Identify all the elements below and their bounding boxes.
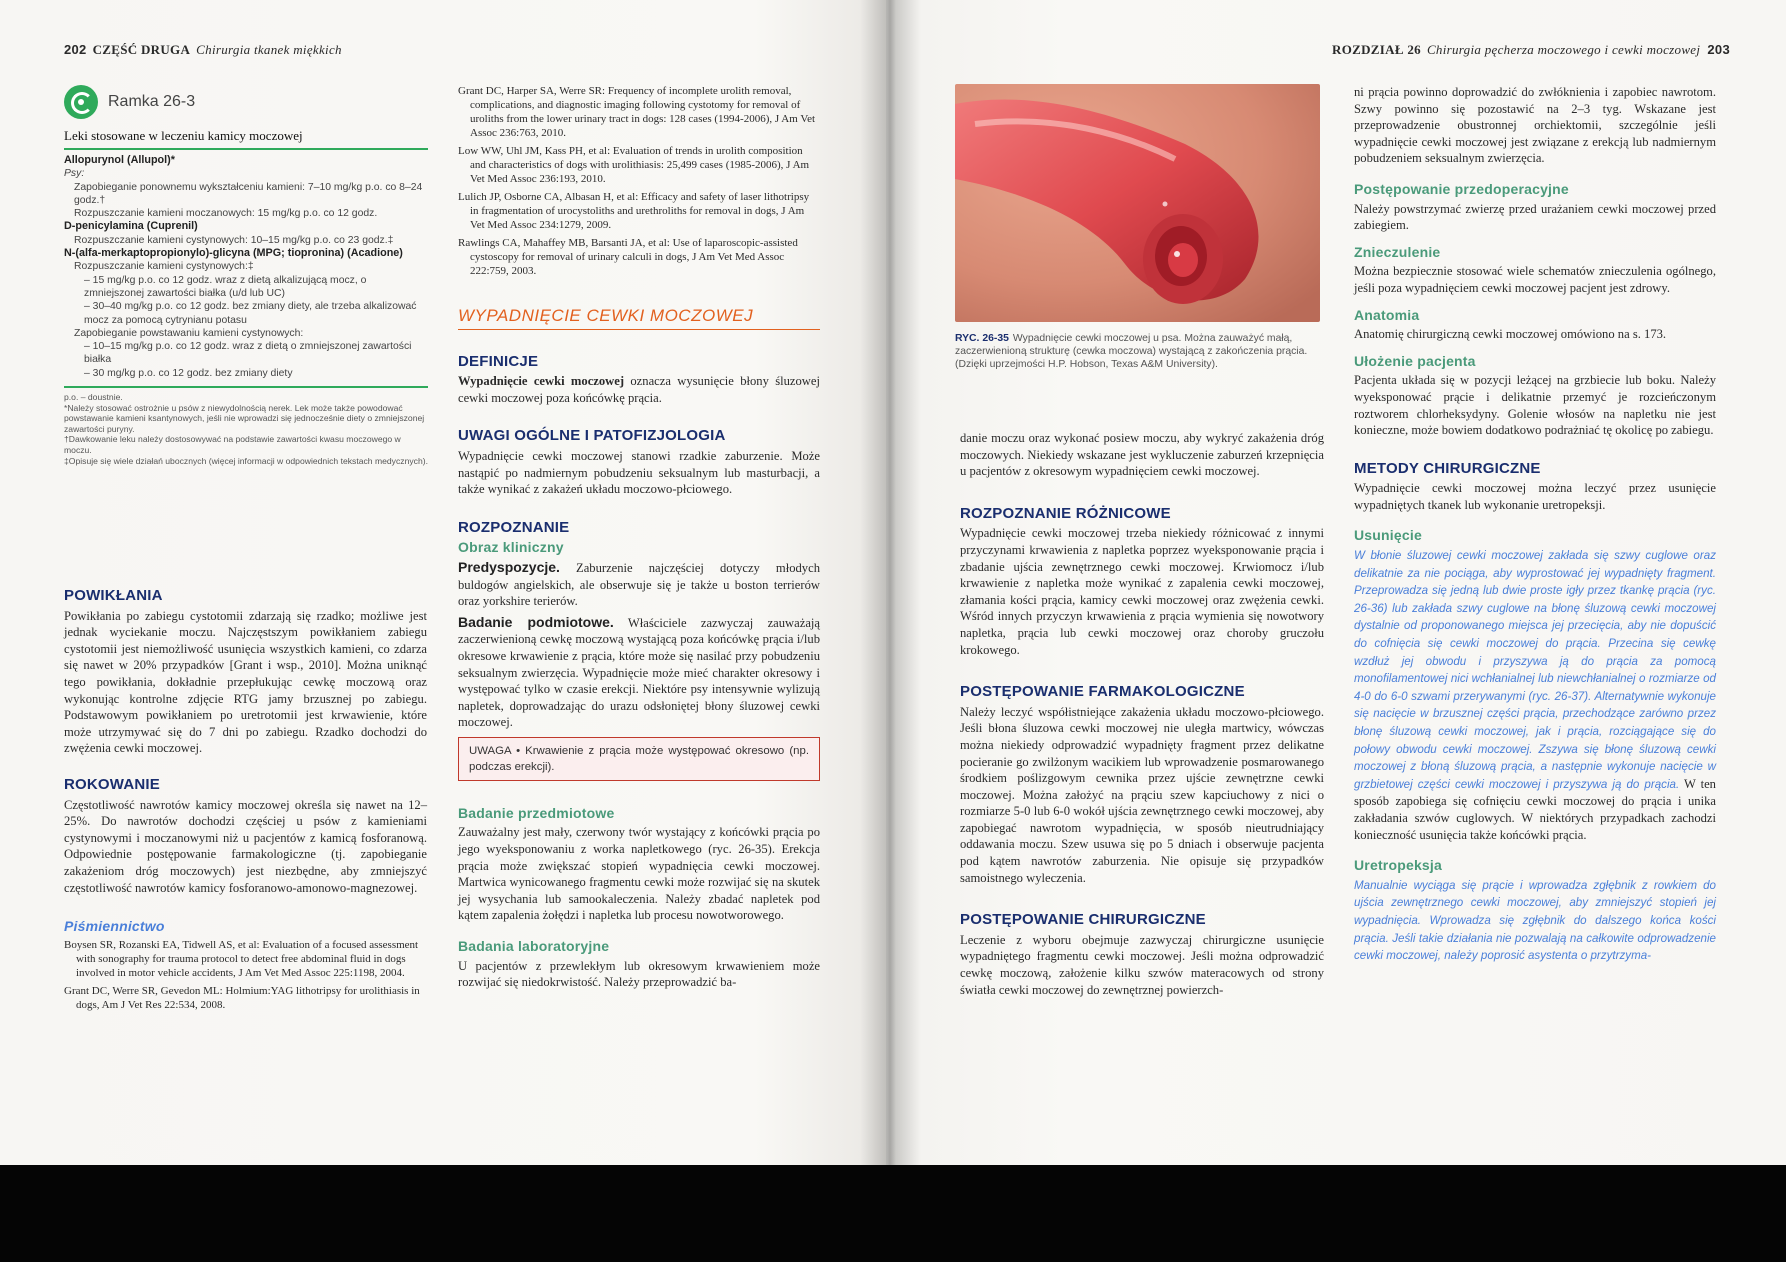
badanie-przedmiotowe-heading: Badanie przedmiotowe — [458, 804, 615, 821]
usuniecie-heading: Usunięcie — [1354, 527, 1422, 544]
usuniecie-paragraph — [1354, 547, 1716, 843]
box-line: – 10–15 mg/kg p.o. co 12 godz. wraz z dietą o zmniejszonej zawartości białka — [84, 341, 412, 366]
usuniecie-text: W ten sposób zapobiega się cofnięciu cewki moczowej do prącia i unika zakładania szwów cuglowych. W niektórych przypadkach zachodzi konieczność usunięcia także końcówki prącia. — [1354, 776, 1716, 842]
figure-caption — [955, 332, 1325, 371]
part-label: CZĘŚĆ DRUGA — [92, 42, 191, 57]
right-col1-intro: danie moczu oraz wykonać posiew moczu, aby wykryć zakażenia dróg moczowych. Niekiedy wskazane jest wykluczenie zaburzeń krzepnięcia u pacjentów z okresowym wypadnięciem cewki moczowej. — [960, 431, 1324, 479]
box-line: Rozpuszczanie kamieni cystynowych:‡ — [74, 261, 254, 273]
right-page-number: 203 — [1707, 42, 1730, 57]
left-page — [0, 0, 888, 1165]
box-line: Allopurynol (Allupol)* — [64, 154, 175, 166]
box-line: – 30–40 mg/kg p.o. co 12 godz. bez zmiany diety, ale trzeba alkalizować mocz za pomocą cytrynianu potasu — [84, 301, 417, 326]
definicje-paragraph — [458, 373, 820, 406]
box-note: p.o. – doustnie. — [64, 392, 123, 403]
pismiennictwo-heading: Piśmiennictwo — [64, 918, 165, 935]
badania-laboratoryjne-heading: Badania laboratoryjne — [458, 938, 610, 955]
left-page-number: 202 — [64, 42, 87, 57]
box-note: †Dawkowanie leku należy dostosowywać na podstawie zawartości kwasu moczowego w moczu. — [64, 434, 401, 456]
box-header — [64, 80, 428, 124]
chirurgiczne-heading: POSTĘPOWANIE CHIRURGICZNE — [960, 911, 1206, 929]
box-title: Leki stosowane w leczeniu kamicy moczowej — [64, 128, 428, 150]
box-line: – 30 mg/kg p.o. co 12 godz. bez zmiany diety — [84, 367, 293, 379]
usuniecie-italic: W błonie śluzowej cewki moczowej zakłada się szwy cuglowe oraz delikatnie za nie pociąga, aby wyprostować jej wypadnięty fragment. Przeprowadza się jedną lub dwie proste igły przez tkankę prącia (ryc. 26-36) lub zakłada szwy cuglowe na błonę śluzową cewki moczowej dystalnie od proponowanego miejsca jej przecięcia, aby nie dopuścić do cofnięcia się cewki moczowej do prącia. Przecina się cewkę wzdłuż jej obwodu i przyszywa ją do prącia za pomocą monofilamentowej nici wchłanialnej lub niewchłanialnej o rozmiarze od 4-0 do 6-0 szwami przerywanymi (ryc. 26-37). Alternatywnie wykonuje się nacięcie w brzusznej części prącia, przechodzące zarówno przez błonę śluzową cewki moczowej, jak i prącia, rozciągające się do połowy obwodu cewki moczowej. Zszywa się błonę śluzową cewki moczowej z błoną śluzową prącia, a następnie wykonuje nacięcie w grzbietowej części cewki moczowej i przyszywa ją do prącia. — [1354, 549, 1716, 791]
przedoperacyjne-text: Należy powstrzymać zwierzę przed urażaniem cewki moczowej przed zabiegiem. — [1354, 201, 1716, 233]
figure-caption-text: Wypadnięcie cewki moczowej u psa. Można zauważyć małą, zaczerwienioną strukturę (cewka moczowa) wystającą z zakończenia prącia. (Dzięki uprzejmości H.P. Hobson, Texas A&M University). — [955, 333, 1308, 370]
uwagi-text: Wypadnięcie cewki moczowej stanowi rzadkie zaburzenie. Może nastąpić po nadmiernym pobudzeniu seksualnym lub masturbacji, a także wynikać z zakażeń układu moczowo-płciowego. — [458, 448, 820, 497]
references-col1 — [64, 938, 427, 1012]
box-line: N-(alfa-merkaptopropionylo)-glicyna (MPG; tiopronina) (Acadione) — [64, 247, 403, 260]
badania-laboratoryjne-text: U pacjentów z przewlekłym lub okresowym krwawieniem może rozwijać się niedokrwistość. Należy przeprowadzić ba- — [458, 958, 820, 990]
box-line: Psy: — [64, 168, 85, 180]
box-line: Zapobieganie powstawaniu kamieni cystynowych: — [74, 327, 304, 339]
rokowanie-heading: ROKOWANIE — [64, 775, 160, 793]
powiklania-text: Powikłania po zabiegu cystotomii zdarzają się rzadko; możliwe jest jednak wyciekanie moczu. Najczęstszym powikłaniem zabiegu cystotomii jest niemożliwość usunięcia wszystkich kamieni, co zdarza się nawet w 20% przypadków [Grant i wsp., 2010]. Można uniknąć tego powikłania, dokładnie przepłukując cewkę moczową oraz wykonując kontrolne zdjęcie RTG jamy brzusznej po zabiegu. Podstawowym powikłaniem po uretrotomii jest krwawienie, które może utrzymywać się do 7 dni po zabiegu. Rzadko dochodzi do zwężenia cewki moczowej. — [64, 608, 427, 756]
metody-text: Wypadnięcie cewki moczowej można leczyć przez usunięcie wypadniętych tkanek lub wykonanie uretropeksji. — [1354, 481, 1716, 512]
uretropeksja-italic: Manualnie wyciąga się prącie i wprowadza zgłębnik z rowkiem do ujścia zewnętrznego cewki moczowej, aby zmniejszyć stopień jej wypadnięcia. Wprowadza się zgłębnik do dalszego końca kości prącia. Jeśli takie działania nie pozwalają na całkowite odprowadzenie cewki moczowej, należy poprosić asystenta o przytrzyma- — [1354, 878, 1716, 963]
right-section-title: Chirurgia pęcherza moczowego i cewki moczowej — [1426, 42, 1701, 57]
definicje-term: Wypadnięcie cewki moczowej — [458, 374, 625, 389]
metody-heading: METODY CHIRURGICZNE — [1354, 459, 1541, 477]
right-running-head — [1326, 42, 1730, 58]
rozpoznanie-heading: ROZPOZNANIE — [458, 518, 570, 536]
references-col2 — [458, 84, 820, 278]
left-running-head — [64, 42, 342, 58]
anatomia-text: Anatomię chirurgiczną cewki moczowej omówiono na s. 173. — [1354, 327, 1667, 342]
roznicowe-heading: ROZPOZNANIE RÓŻNICOWE — [960, 504, 1171, 522]
box-body — [64, 150, 428, 380]
definicje-text: oznacza wysunięcie błony śluzowej cewki moczowej poza końcówkę prącia. — [458, 374, 820, 405]
badanie-podmiotowe-paragraph — [458, 614, 820, 731]
box-26-3 — [64, 80, 428, 466]
book-spine-shadow — [860, 0, 920, 1165]
box-line: Zapobieganie ponownemu wykształceniu kamieni: 7–10 mg/kg p.o. co 8–24 godz.† — [74, 181, 423, 206]
predyspozycje-label: Predyspozycje. — [458, 558, 560, 575]
box-line: – 15 mg/kg p.o. co 12 godz. wraz z dietą alkalizującą mocz, o zmniejszonej zawartości białka (u/d lub UC) — [84, 274, 367, 299]
roznicowe-text: Wypadnięcie cewki moczowej trzeba niekiedy różnicować z innymi przyczynami krwawienia z napletka poprzez wyeksponowanie prącia i zbadanie ujścia zewnętrznego cewki moczowej. Krwiomocz i/lub krwawienie z napletka może wynikać z zapalenia cewki moczowej, złamania kości prącia, kamicy cewki moczowej oraz zwężenia cewki. Wśród innych przyczyn krwawienia z prącia wymienia się nowotwory napletka, prącia lub cewki moczowej oraz choroby gruczołu krokowego. — [960, 526, 1324, 657]
reference-item: Rawlings CA, Mahaffey MB, Barsanti JA, et al: Use of laparoscopic-assisted cystoscopy for removal of urinary calculi in dogs, J Am Vet Med Assoc 222:759, 2003. — [458, 237, 798, 277]
anatomia-heading: Anatomia — [1354, 306, 1420, 323]
uretropeksja-paragraph — [1354, 877, 1716, 965]
left-col-2 — [458, 84, 820, 995]
box-line: Rozpuszczanie kamieni moczanowych: 15 mg/kg p.o. co 12 godz. — [74, 208, 378, 220]
badanie-podmiotowe-text: Właściciele zazwyczaj zauważają zaczerwienioną cewkę moczową wystającą poza końcówkę prącia i/lub okresowe krwawienie z prącia, które może się nasilać przy pobudzeniu seksualnym zwierzęcia. Wypadnięcie może mieć charakter okresowy i występować tylko w czasie erekcji. Niektóre psy intensywnie wylizują napletek, doprowadzając do urazu odsłoniętej błony śluzowej cewki moczowej. — [458, 615, 820, 730]
reference-item: Lulich JP, Osborne CA, Albasan H, et al: Efficacy and safety of laser lithotripsy in fragmentation of urocystoliths and urethroliths for removal in dogs, J Am Vet Med Assoc 234:1279, 2009. — [458, 191, 810, 231]
chapter-label: ROZDZIAŁ 26 — [1332, 42, 1421, 57]
right-col-1 — [960, 430, 1324, 1002]
reference-item: Low WW, Uhl JM, Kass PH, et al: Evaluation of trends in urolith composition and characteristics of dogs with urolithiasis: 25,499 cases (1985-2006), J Am Vet Med Assoc 236:193, 2010. — [458, 145, 810, 185]
znieczulenie-heading: Znieczulenie — [1354, 243, 1441, 260]
predyspozycje-paragraph — [458, 559, 820, 610]
obraz-kliniczny-heading: Obraz kliniczny — [458, 539, 564, 556]
scanner-bottom-bar — [0, 1165, 1786, 1262]
figure-26-35-photo — [955, 84, 1320, 322]
definicje-heading: DEFINICJE — [458, 352, 539, 370]
uwagi-heading: UWAGI OGÓLNE I PATOFIZJOLOGIA — [458, 427, 726, 445]
box-notes — [64, 386, 428, 466]
figure-image — [955, 84, 1320, 322]
predyspozycje-text: Zaburzenie najczęściej dotyczy młodych buldogów angielskich, ale obserwuje się je także u boston terrierów oraz yorkshire terierów. — [458, 560, 820, 609]
przedoperacyjne-heading: Postępowanie przedoperacyjne — [1354, 180, 1569, 197]
warning-box: UWAGA • Krwawienie z prącia może występować okresowo (np. podczas erekcji). — [458, 737, 820, 781]
powiklania-heading: POWIKŁANIA — [64, 587, 163, 604]
main-title: WYPADNIĘCIE CEWKI MOCZOWEJ — [458, 308, 820, 330]
uretropeksja-heading: Uretropeksja — [1354, 857, 1442, 874]
reference-item: Grant DC, Werre SR, Gevedon ML: Holmium:YAG lithotripsy for urolithiasis in dogs, Am J Vet Res 22:534, 2008. — [64, 984, 420, 1011]
chirurgiczne-text: Leczenie z wyboru obejmuje zazwyczaj chirurgiczne usunięcie wypadniętego fragmentu cewki moczowej. Jeśli można odprowadzić cewkę moczową, założenie kilku szwów materacowych od strony światła cewki moczowej do zewnętrznej powierzch- — [960, 932, 1324, 997]
box-label: Ramka 26-3 — [108, 93, 196, 110]
rokowanie-text: Częstotliwość nawrotów kamicy moczowej określa się nawet na 12–25%. Do nawrotów dochodzi częściej u psów z kamieniami cystynowymi i moczanowymi niż u pacjentów z kamicą fosforanową. Odpowiednie postępowanie farmakologiczne (tj. zapobieganie zakażeniom dróg moczowych) jest niezbędne, aby zmniejszyć częstotliwość nawrotów kamicy fosforanowo-amonowo-magnezowej. — [64, 797, 427, 895]
box-note: *Należy stosować ostrożnie u psów z niewydolnością nerek. Lek może także powodować powstawanie kamieni ksantynowych, jeśli nie wprowadzi się jednocześnie diety o zmniejszonej zawartości puryny. — [64, 402, 425, 434]
ulozenie-text: Pacjenta układa się w pozycji leżącej na grzbiecie lub boku. Należy wyeksponować prącie i delikatnie przemyć je rozcieńczonym roztworem chlorheksydyny. Golenie włosów na napletku nie jest konieczne, może bowiem dodatkowo podrażniać tę okolicę po zabiegu. — [1354, 373, 1716, 438]
box-line: Rozpuszczanie kamieni cystynowych: 10–15 mg/kg p.o. co 23 godz.‡ — [74, 234, 394, 246]
reference-item: Grant DC, Harper SA, Werre SR: Frequency of incomplete urolith removal, complications, and diagnostic imaging following cystotomy for removal of uroliths from the lower urinary tract in dogs: 128 cases (1994-2006), J Am Vet Assoc 236:763, 2010. — [458, 85, 816, 139]
right-col-2 — [1354, 84, 1716, 969]
farmakologiczne-text: Należy leczyć współistniejące zakażenia układu moczowo-płciowego. Jeśli błona śluzowa cewki moczowej nie uległa martwicy, wówczas można niekiedy odprowadzić wypadnięty fragment przez delikatne pocieranie go zwilżonym wacikiem lub wprowadzenie posmarowanego środkiem poślizgowym cewnika przez ujście zewnętrzne cewki moczowej. Można założyć na prąciu szew kapciuchowy z nici o rozmiarze 5-0 lub 6-0 wokół ujścia zewnętrznego cewki moczowej, aby zapobiegać nawrotom wypadnięcia, w sposób nieutrudniający oddawania moczu. Szew usuwa się po 5 dniach i obserwuje pacjenta pod kątem nawrotów zaburzenia. Nie opisuje się przypadków samoistnego wyleczenia. — [960, 704, 1324, 885]
badanie-podmiotowe-label: Badanie podmiotowe. — [458, 613, 614, 630]
figure-label: RYC. 26-35 — [955, 333, 1009, 344]
box-note: ‡Opisuje się wiele działań ubocznych (więcej informacji w odpowiednich tekstach medycznych). — [64, 455, 428, 466]
znieczulenie-text: Można bezpiecznie stosować wiele schematów znieczulenia ogólnego, jeśli poza wypadnięciem cewki moczowej pacjent jest zdrowy. — [1354, 264, 1716, 295]
right-col2-intro: ni prącia powinno doprowadzić do zwłóknienia i zapobiec nawrotom. Szwy powinno się pozostawić na 2–3 tyg. Wskazane jest przeprowadzenie obustronnej orchiektomii, szczególnie jeśli wypadnięcie cewki moczowej jest związane z erekcją lub nadmiernym pobudzeniem seksualnym zwierzęcia. — [1354, 85, 1716, 166]
left-section-title: Chirurgia tkanek miękkich — [196, 42, 342, 57]
ulozenie-heading: Ułożenie pacjenta — [1354, 352, 1476, 369]
badanie-przedmiotowe-text: Zauważalny jest mały, czerwony twór wystający z końcówki prącia po jego wyeksponowaniu z worka napletkowego (ryc. 26-35). Erekcja prącia może zwiększać stopień wypadnięcia cewki moczowej. Martwica wynicowanego fragmentu cewki może rozwijać się na skutek jej wysychania lub samookaleczenia. Należy zbadać napletek pod kątem zapalenia żołędzi i napletka lub procesu nowotworowego. — [458, 825, 820, 923]
left-col-1-bottom — [64, 588, 427, 1016]
farmakologiczne-heading: POSTĘPOWANIE FARMAKOLOGICZNE — [960, 683, 1245, 701]
box-line: D-penicylamina (Cuprenil) — [64, 220, 198, 233]
box-logo-icon — [64, 85, 98, 119]
reference-item: Boysen SR, Rozanski EA, Tidwell AS, et al: Evaluation of a focused assessment with sonography for trauma protocol to detect free abdominal fluid in dogs involved in motor vehicle accidents, J Am Vet Med Assoc 225:1198, 2004. — [64, 938, 419, 979]
